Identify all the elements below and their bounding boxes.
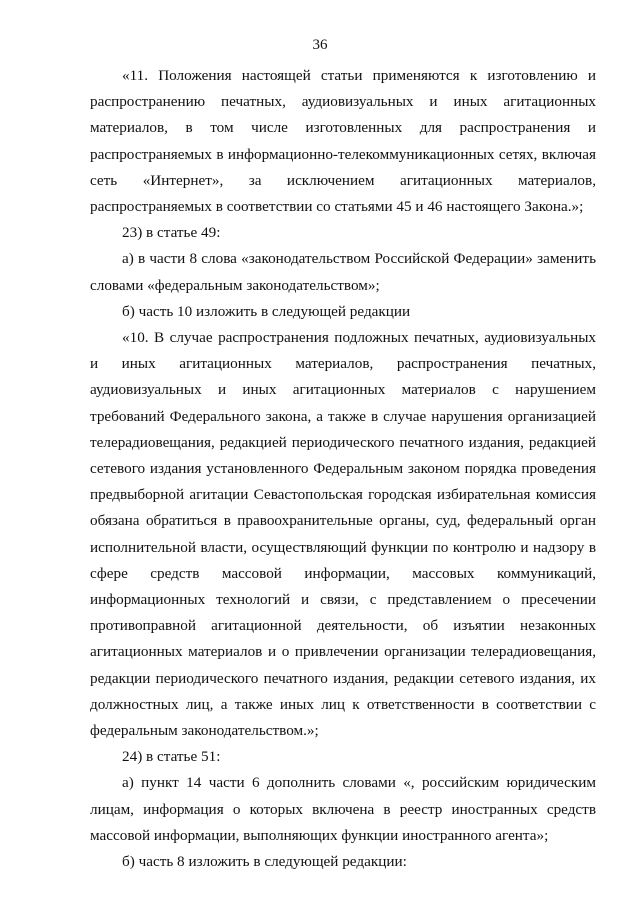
document-body xyxy=(90,63,596,875)
paragraph-subitem-a: а) в части 8 слова «законодательством Российской Федерации» заменить словами «федеральным законодательством»; xyxy=(90,250,596,294)
paragraph-clause-10: «10. В случае распространения подложных печатных, аудиовизуальных и иных агитационных материалов, распространения печатных, аудиовизуальных и иных агитационных материалов с нарушением требований Федерального закона, а также в случае нарушения организацией телерадиовещания, редакцией периодического печатного издания, редакцией сетевого издания установленного Федеральным законом порядка проведения предвыборной агитации Севастопольская городская избирательная комиссия обязана обратиться в правоохранительные органы, суд, федеральный орган исполнительной власти, осуществляющий функции по контролю и надзору в сфере средств массовой информации, массовых коммуникаций, информационных технологий и связи, с представлением о пресечении противоправной агитационной деятельности, об изъятии незаконных агитационных материалов и о привлечении организации телерадиовещания, редакции периодического печатного издания, редакции сетевого издания, их должностных лиц, а также иных лиц к ответственности в соответствии с федеральным законодательством.»; xyxy=(90,329,596,740)
paragraph-item-23: 23) в статье 49: xyxy=(122,224,221,242)
paragraph-item-24: 24) в статье 51: xyxy=(122,748,221,766)
page-number: 36 xyxy=(312,37,328,53)
paragraph-subitem-a-2: а) пункт 14 части 6 дополнить словами «, российским юридическим лицам, информация о которых включена в реестр иностранных средств массовой информации, выполняющих функции иностранного агента»; xyxy=(90,774,596,844)
paragraph-clause-11: «11. Положения настоящей статьи применяются к изготовлению и распространению печатных, аудиовизуальных и иных агитационных материалов, в том числе изготовленных для распространения и распространяемых в информационно-телекоммуникационных сетях, включая сеть «Интернет», за исключением агитационных материалов, распространяемых в соответствии со статьями 45 и 46 настоящего Закона.»; xyxy=(90,67,596,216)
paragraph-subitem-b: б) часть 10 изложить в следующей редакции xyxy=(122,302,411,320)
paragraph-subitem-b-2: б) часть 8 изложить в следующей редакции: xyxy=(122,853,407,871)
